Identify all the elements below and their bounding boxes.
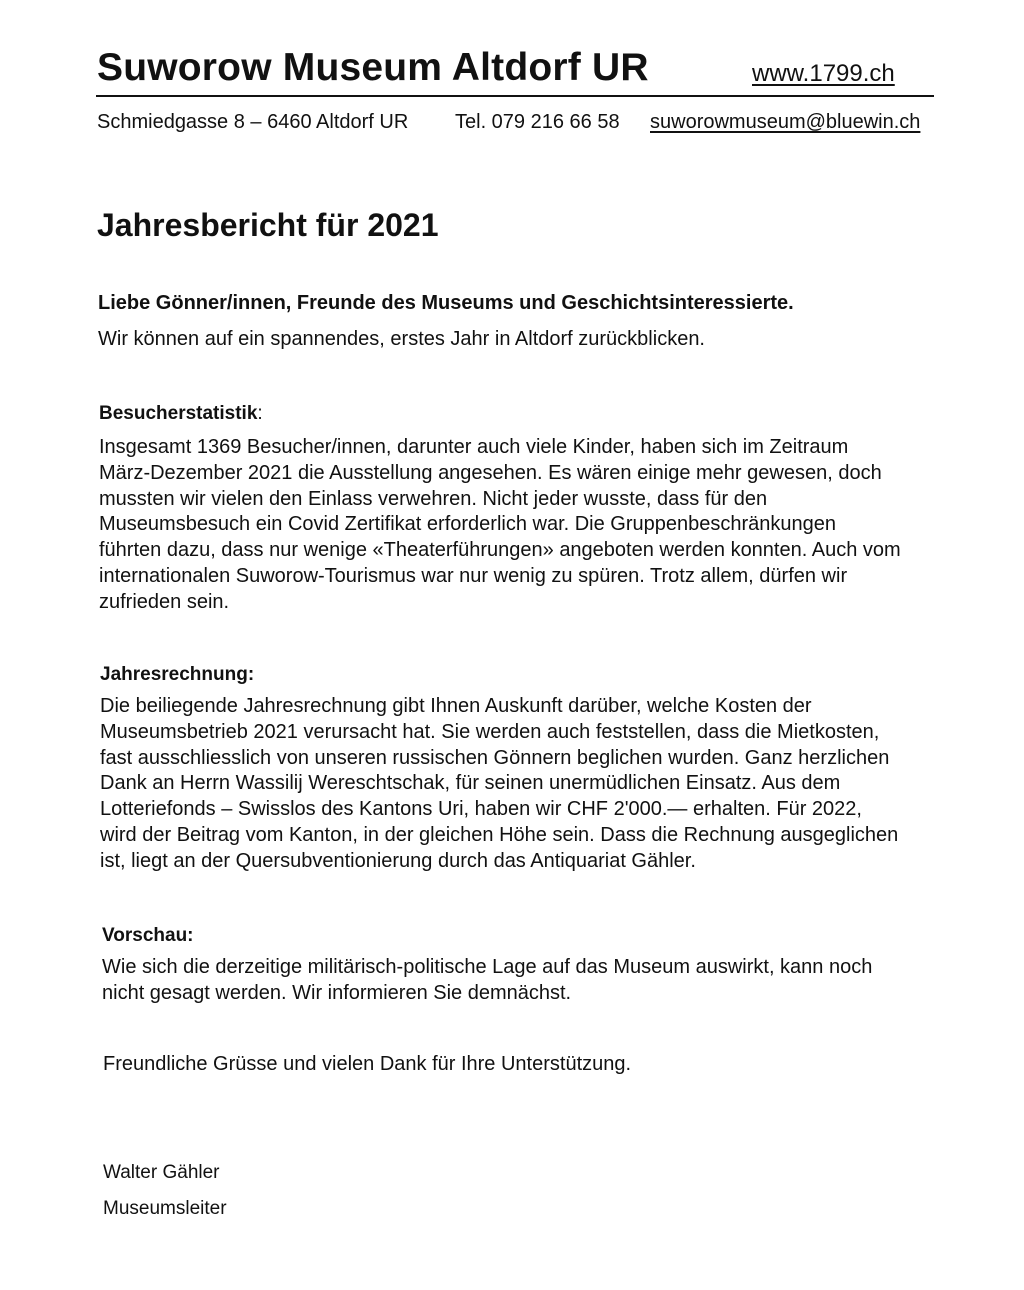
section-body-vorschau xyxy=(102,955,872,1007)
paragraph-line: wird der Beitrag vom Kanton, in der gleichen Höhe sein. Dass die Rechnung ausgeglichen xyxy=(100,823,899,846)
paragraph-line: fast ausschliesslich von unseren russischen Gönnern beglichen wurden. Ganz herzlichen xyxy=(100,746,890,769)
paragraph-line: Insgesamt 1369 Besucher/innen, darunter auch viele Kinder, haben sich im Zeitraum xyxy=(99,436,849,458)
phone-number: Tel. 079 216 66 58 xyxy=(455,111,620,133)
section-heading-vorschau: Vorschau: xyxy=(102,925,194,946)
paragraph-line: mussten wir vielen den Einlass verwehren. Nicht jeder wusste, dass für den xyxy=(99,487,768,510)
signer-role: Museumsleiter xyxy=(103,1198,227,1219)
report-title: Jahresbericht für 2021 xyxy=(97,207,439,243)
museum-name: Suworow Museum Altdorf UR xyxy=(97,46,649,89)
greeting: Liebe Gönner/innen, Freunde des Museums und Geschichtsinteressierte. xyxy=(98,292,794,314)
section-heading-jahresrechnung: Jahresrechnung: xyxy=(100,664,255,685)
paragraph-line: nicht gesagt werden. Wir informieren Sie demnächst. xyxy=(102,981,572,1004)
heading-colon: : xyxy=(257,403,263,424)
section-body-jahresrechnung xyxy=(100,694,898,875)
paragraph-line: zufrieden sein. xyxy=(99,590,230,613)
email-link[interactable]: suworowmuseum@bluewin.ch xyxy=(650,111,921,133)
paragraph-line: Lotteriefonds – Swisslos des Kantons Uri, haben wir CHF 2'000.— erhalten. Für 2022, xyxy=(100,798,862,821)
closing-text: Freundliche Grüsse und vielen Dank für Ihre Unterstützung. xyxy=(103,1053,632,1075)
paragraph-line: Museumsbesuch ein Covid Zertifikat erforderlich war. Die Gruppenbeschränkungen xyxy=(99,513,837,536)
website-link[interactable]: www.1799.ch xyxy=(752,60,895,87)
section-heading-besucherstatistik xyxy=(99,403,263,425)
intro-text: Wir können auf ein spannendes, erstes Jahr in Altdorf zurückblicken. xyxy=(98,328,705,350)
paragraph-line: März-Dezember 2021 die Ausstellung angesehen. Es wären einige mehr gewesen, doch xyxy=(99,461,882,484)
address: Schmiedgasse 8 – 6460 Altdorf UR xyxy=(97,111,409,133)
paragraph-line: internationalen Suworow-Tourismus war nur wenig zu spüren. Trotz allem, dürfen wir xyxy=(99,564,848,587)
paragraph-line: führten dazu, dass nur wenige «Theaterführungen» angeboten werden konnten. Auch vom xyxy=(99,539,901,562)
section-body-besucherstatistik xyxy=(99,435,901,616)
paragraph-line: Museumsbetrieb 2021 verursacht hat. Sie werden auch feststellen, dass die Mietkosten, xyxy=(100,720,880,743)
paragraph-line: Wie sich die derzeitige militärisch-politische Lage auf das Museum auswirkt, kann noch xyxy=(102,956,873,978)
paragraph-line: Die beiliegende Jahresrechnung gibt Ihnen Auskunft darüber, welche Kosten der xyxy=(100,695,812,717)
paragraph-line: ist, liegt an der Quersubventionierung durch das Antiquariat Gähler. xyxy=(100,849,696,872)
header-divider xyxy=(96,95,934,97)
heading-text: Besucherstatistik xyxy=(99,403,258,424)
paragraph-line: Dank an Herrn Wassilij Wereschtschak, für seinen unermüdlichen Einsatz. Aus dem xyxy=(100,772,841,795)
signer-name: Walter Gähler xyxy=(103,1162,220,1183)
